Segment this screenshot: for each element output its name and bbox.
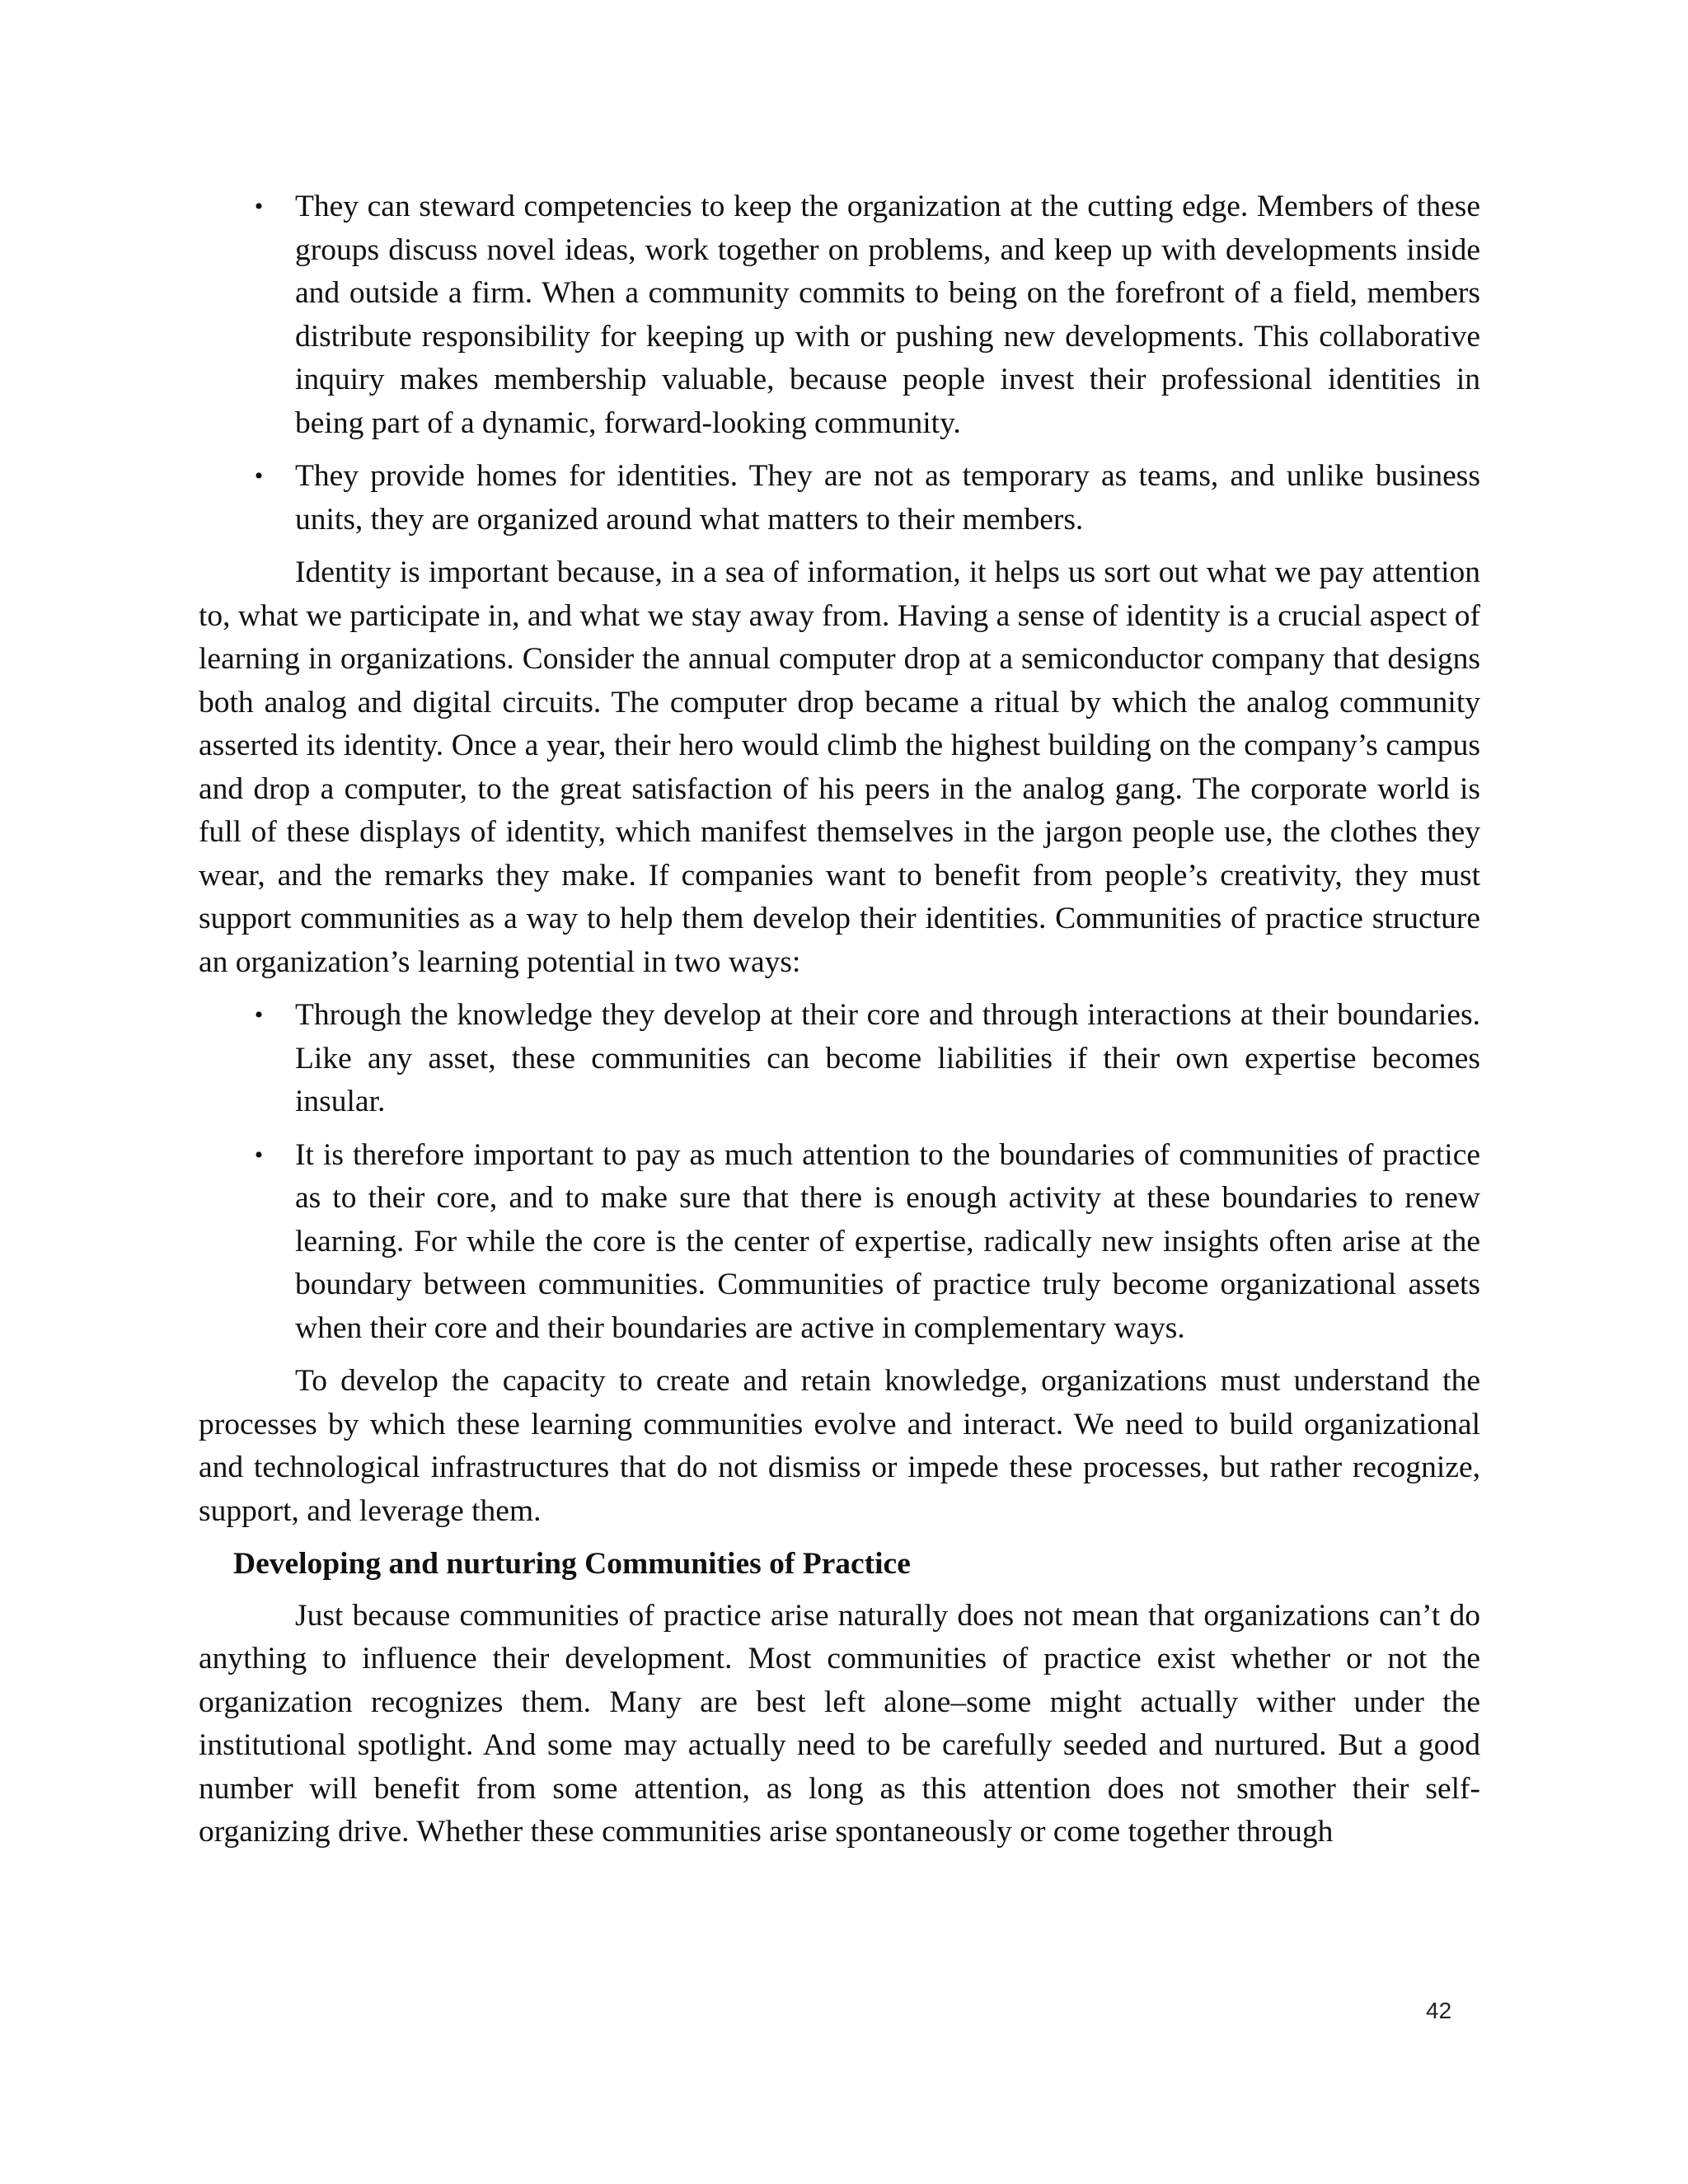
paragraph-capacity: To develop the capacity to create and retain knowledge, organizations must understand the processes by which these learning communities evolve and interact. We need to build organizational and technological infrastructures that do not dismiss or impede these processes, but rather recognize, support, and leverage them. xyxy=(199,1364,1480,1528)
paragraph-identity: Identity is important because, in a sea of information, it helps us sort out what we pay attention to, what we participate in, and what we stay away from. Having a sense of identity is a crucial aspect of learning in organizations. Consider the annual computer drop at a semiconductor company that designs both analog and digital circuits. The computer drop became a ritual by which the analog community asserted its identity. Once a year, their hero would climb the highest building on the company’s campus and drop a computer, to the great satisfaction of his peers in the analog gang. The corporate world is full of these displays of identity, which manifest themselves in the jargon people use, the clothes they wear, and the remarks they make. If companies want to benefit from people’s creativity, they must support communities as a way to help them develop their identities. Communities of practice structure an organization’s learning potential in two ways: xyxy=(199,555,1480,979)
list-item xyxy=(199,455,1480,541)
list-item-text: Through the knowledge they develop at their core and through interactions at their boundaries. Like any asset, these communities can become liabilities if their own expertise becomes insular. xyxy=(295,998,1480,1118)
bullet-list-learning-potential xyxy=(199,994,1480,1350)
list-item xyxy=(199,994,1480,1124)
section-heading: Developing and nurturing Communities of Practice xyxy=(233,1547,911,1581)
list-item-text: They provide homes for identities. They are not as temporary as teams, and unlike business units, they are organized around what matters to their members. xyxy=(295,459,1480,537)
bullet-icon: • xyxy=(254,1001,264,1029)
bullet-icon: • xyxy=(254,1141,264,1169)
list-item xyxy=(199,185,1480,445)
page-number: 42 xyxy=(1426,1998,1452,2023)
list-item xyxy=(199,1134,1480,1351)
page-body xyxy=(199,185,1480,1864)
bullet-list-benefits xyxy=(199,185,1480,541)
list-item-text: It is therefore important to pay as much attention to the boundaries of communities of practice as to their core, and to make sure that there is enough activity at these boundaries to renew learning. For while the core is the center of expertise, radically new insights often arise at the boundary between communities. Communities of practice truly become organizational assets when their core and their boundaries are active in complementary ways. xyxy=(295,1137,1480,1345)
paragraph-nurturing: Just because communities of practice arise naturally does not mean that organizations can’t do anything to influence their development. Most communities of practice exist whether or not the organization recognizes them. Many are best left alone–some might actually wither under the institutional spotlight. And some may actually need to be carefully seeded and nurtured. But a good number will benefit from some attention, as long as this attention does not smother their self-organizing drive. Whether these communities arise spontaneously or come together through xyxy=(199,1598,1480,1849)
list-item-text: They can steward competencies to keep the organization at the cutting edge. Members of these groups discuss novel ideas, work together on problems, and keep up with developments inside and outside a firm. When a community commits to being on the forefront of a field, members distribute responsibility for keeping up with or pushing new developments. This collaborative inquiry makes membership valuable, because people invest their professional identities in being part of a dynamic, forward-looking community. xyxy=(295,190,1480,440)
bullet-icon: • xyxy=(254,462,264,490)
bullet-icon: • xyxy=(254,193,264,220)
